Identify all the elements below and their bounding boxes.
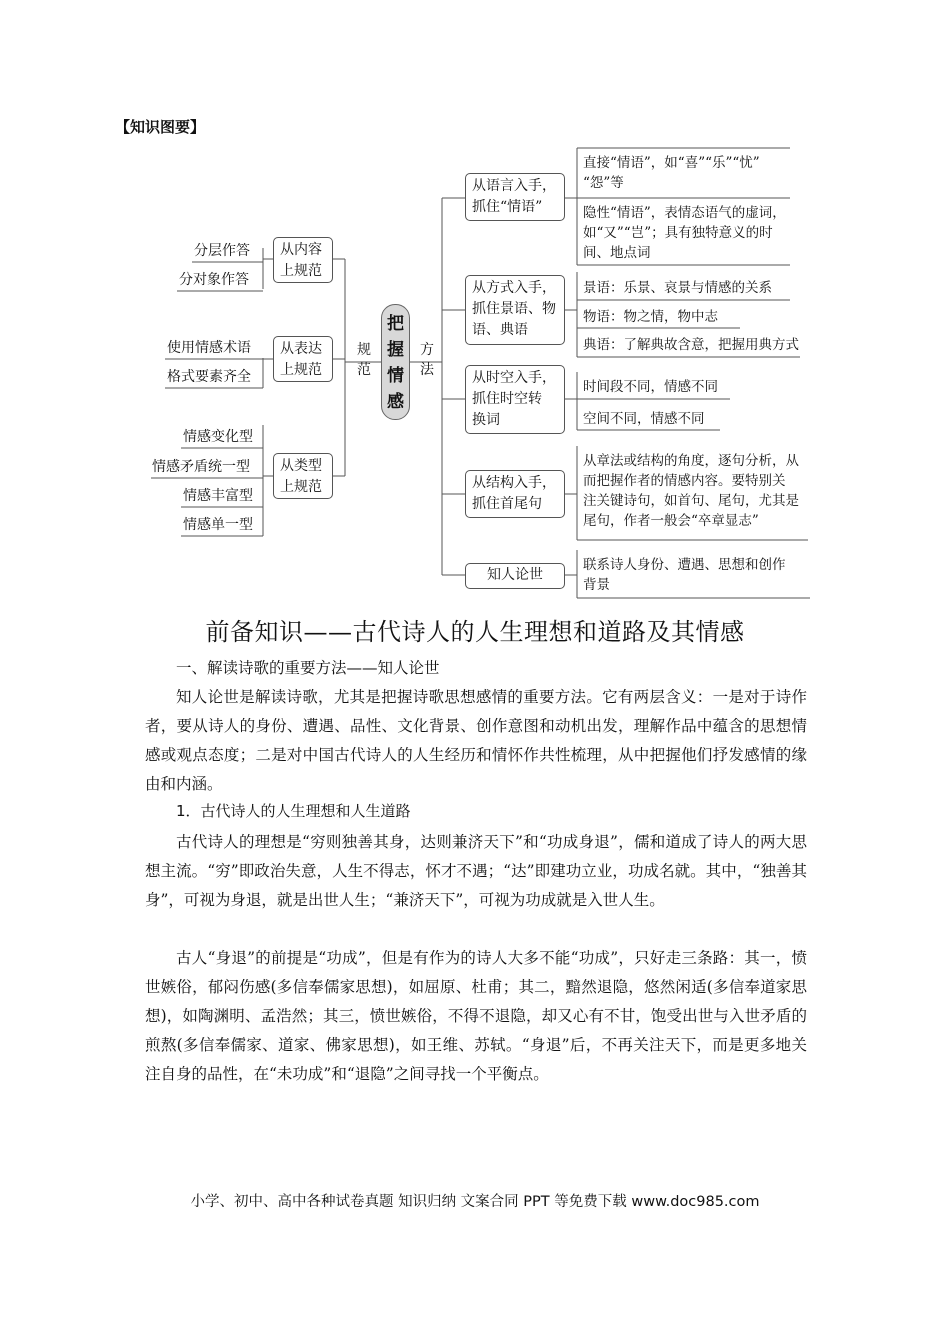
branch-label-line: 从方式入手， [472, 280, 556, 296]
leaf-line: 注关键诗句，如首句、尾句，尤其是 [583, 493, 799, 509]
center-char: 感 [387, 392, 404, 412]
left-label [356, 340, 372, 380]
left-leaf: 使用情感术语 [167, 340, 251, 356]
branch-label-line: 上规范 [280, 479, 322, 495]
branch-label-line: 从语言入手， [472, 178, 556, 194]
right-leaf: 景语：乐景、哀景与情感的关系 [583, 280, 772, 296]
branch-label-line: 抓住景语、物 [472, 301, 556, 317]
branch-label-line: 换词 [472, 412, 500, 428]
leaf-line: 联系诗人身份、遭遇、思想和创作 [583, 557, 786, 573]
right-leaf: 时间段不同，情感不同 [583, 379, 718, 395]
paragraph: 古代诗人的理想是“穷则独善其身，达则兼济天下”和“功成身退”，儒和道成了诗人的两大思想主流。“穷”即政治失意，人生不得志，怀才不遇；“达”即建功立业，功成名就。其中，“独善其身”，可视为身退，就是出世人生；“兼济天下”，可视为功成就是入世人生。 [145, 833, 807, 909]
leaf-line: 如“又”“岂”；具有独特意义的时 [583, 225, 773, 241]
footer: 小学、初中、高中各种试卷真题 知识归纳 文案合同 PPT 等免费下载 www.doc985.com [190, 1194, 760, 1210]
leaf-line: 从章法或结构的角度，逐句分析，从 [583, 453, 799, 469]
branch-label-line: 抓住“情语” [472, 199, 543, 215]
branch-label-line: 抓住时空转 [472, 391, 542, 407]
left-leaf: 格式要素齐全 [167, 369, 251, 385]
center-char: 握 [387, 340, 404, 360]
right-label-char: 法 [420, 362, 434, 378]
branch-label-line: 从类型 [280, 458, 322, 474]
right-leaf [583, 451, 808, 531]
branch-label-line: 知人论世 [487, 567, 543, 583]
branch-label-line: 上规范 [280, 263, 322, 279]
right-branch-language [465, 173, 565, 221]
right-leaf [583, 555, 808, 595]
leaf-line: 间、地点词 [583, 245, 651, 261]
subsection-heading: 1．古代诗人的人生理想和人生道路 [176, 802, 411, 820]
right-leaf [583, 203, 798, 263]
leaf-line: 隐性“情语”，表情态语气的虚词， [583, 205, 786, 221]
right-leaf: 典语：了解典故含意，把握用典方式 [583, 337, 799, 353]
left-leaf: 情感矛盾统一型 [152, 459, 250, 475]
leaf-line: 尾句，作者一般会“卒章显志” [583, 513, 759, 529]
branch-label-line: 从内容 [280, 242, 322, 258]
center-char: 把 [387, 314, 404, 334]
left-leaf: 情感变化型 [183, 429, 253, 445]
center-node [381, 304, 410, 420]
branch-label-line: 语、典语 [472, 322, 528, 338]
leaf-line: 背景 [583, 577, 610, 593]
right-branch-timespace [465, 365, 565, 434]
knowledge-map-heading: 【知识图要】 [115, 118, 206, 136]
page-title: 前备知识——古代诗人的人生理想和道路及其情感 [205, 618, 745, 646]
right-leaf: 空间不同，情感不同 [583, 411, 705, 427]
leaf-line: “怨”等 [583, 175, 624, 191]
right-label-char: 方 [420, 342, 434, 358]
branch-label-line: 从表达 [280, 341, 322, 357]
section-heading: 一、解读诗歌的重要方法——知人论世 [176, 659, 440, 677]
right-leaf [583, 153, 798, 193]
paragraph: 知人论世是解读诗歌，尤其是把握诗歌思想感情的重要方法。它有两层含义：一是对于诗作者，要从诗人的身份、遭遇、品性、文化背景、创作意图和动机出发，理解作品中蕴含的思想情感或观点态度；二是对中国古代诗人的人生经历和情怀作共性梳理，从中把握他们抒发感情的缘由和内涵。 [145, 688, 807, 793]
right-branch-structure [465, 470, 565, 518]
center-char: 情 [387, 366, 404, 386]
left-leaf: 分层作答 [194, 243, 250, 259]
right-label [419, 340, 435, 380]
left-leaf: 情感单一型 [183, 517, 253, 533]
mind-map [0, 0, 950, 610]
left-label-char: 规 [357, 342, 371, 358]
leaf-line: 而把握作者的情感内容。要特别关 [583, 473, 786, 489]
left-leaf: 情感丰富型 [183, 488, 253, 504]
branch-label-line: 从结构入手， [472, 475, 556, 491]
leaf-line: 直接“情语”，如“喜”“乐”“忧” [583, 155, 760, 171]
right-leaf: 物语：物之情，物中志 [583, 309, 718, 325]
left-leaf: 分对象作答 [179, 272, 249, 288]
left-label-char: 范 [357, 362, 371, 378]
right-branch-knowing [465, 563, 565, 589]
branch-label-line: 上规范 [280, 362, 322, 378]
left-branch-content [273, 237, 333, 283]
branch-label-line: 从时空入手， [472, 370, 556, 386]
right-branch-method [465, 275, 565, 345]
branch-label-line: 抓住首尾句 [472, 496, 542, 512]
left-branch-expression [273, 336, 333, 382]
left-branch-type [273, 453, 333, 499]
paragraph: 古人“身退”的前提是“功成”，但是有作为的诗人大多不能“功成”，只好走三条路：其一，愤世嫉俗，郁闷伤感(多信奉儒家思想)，如屈原、杜甫；其二，黯然退隐，悠然闲适(多信奉道家思想)，如陶渊明、孟浩然；其三，愤世嫉俗，不得不退隐，却又心有不甘，饱受出世与入世矛盾的煎熬(多信奉儒家、道家、佛家思想)，如王维、苏轼。“身退”后，不再关注天下，而是更多地关注自身的品性，在“未功成”和“退隐”之间寻找一个平衡点。 [145, 949, 807, 1083]
